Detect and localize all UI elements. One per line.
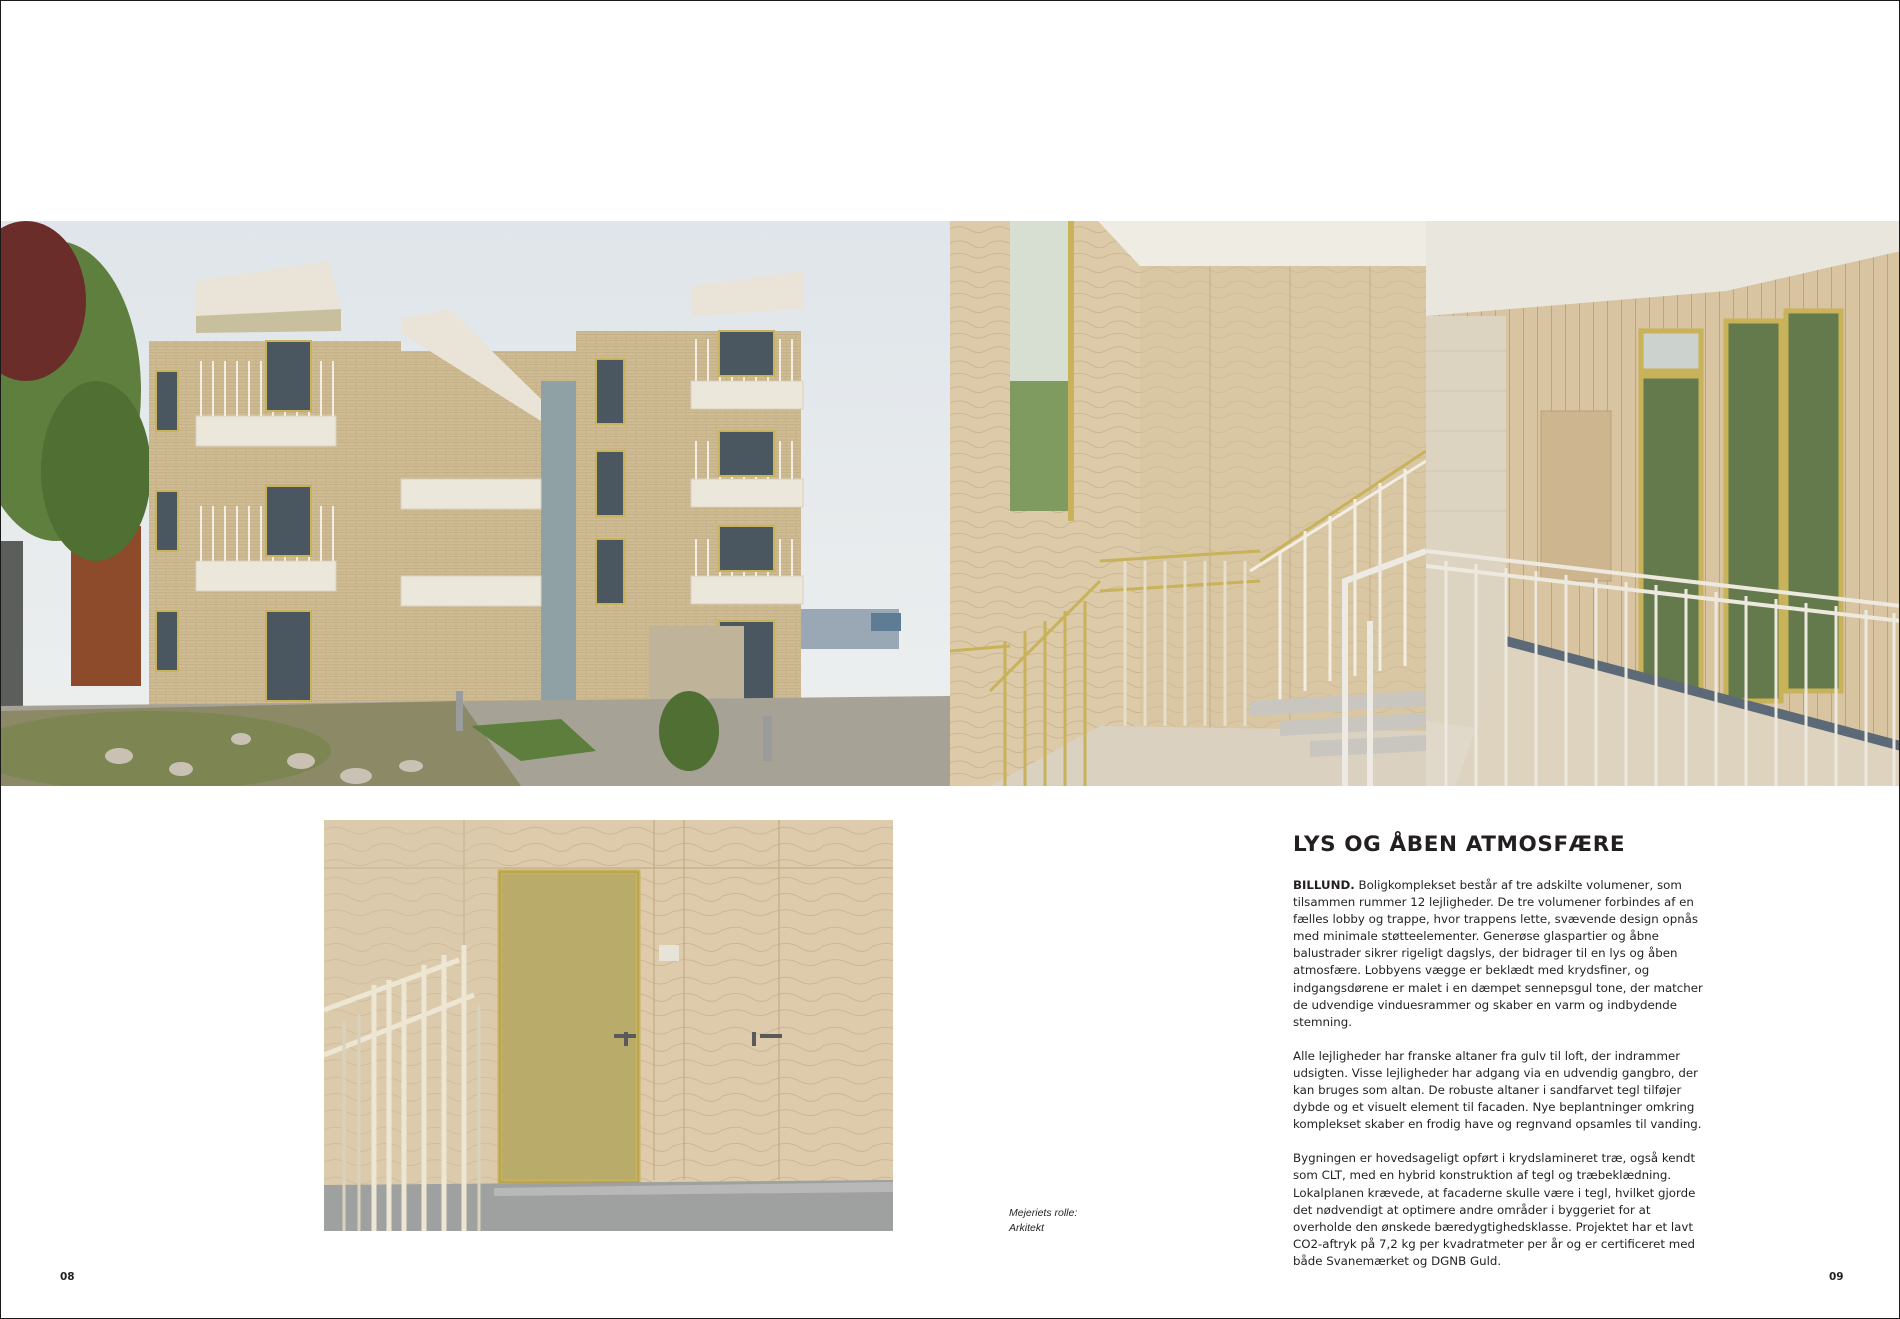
caption-role-label: Mejeriets rolle: xyxy=(1009,1207,1078,1219)
photo-caption xyxy=(1009,1206,1169,1236)
entrance-door-photo xyxy=(324,820,893,1231)
walkway-illustration xyxy=(1426,221,1900,786)
facade-photo xyxy=(1,221,950,786)
page-number-left: 08 xyxy=(60,1271,75,1283)
article-paragraph-1 xyxy=(1293,877,1703,1031)
staircase-illustration xyxy=(950,221,1426,786)
door-illustration xyxy=(324,820,893,1231)
facade-illustration xyxy=(1,221,950,786)
article-dateline: BILLUND. xyxy=(1293,878,1355,892)
article-title: LYS OG ÅBEN ATMOSFÆRE xyxy=(1293,832,1626,857)
page-number-right: 09 xyxy=(1829,1271,1844,1283)
caption-role-value: Arkitekt xyxy=(1009,1222,1045,1234)
article-paragraph-2: Alle lejligheder har franske altaner fra gulv til loft, der indrammer udsigten. Visse lejligheder har adgang via en udvendig gangbro, der kan bruges som altan. De robuste altaner i sandfarvet tegl tilføjer dybde og et visuelt element til facaden. Nye beplantninger omkring komplekset skaber en frodig have og regnvand opsamles til vanding. xyxy=(1293,1048,1702,1132)
walkway-photo xyxy=(1426,221,1900,786)
staircase-photo xyxy=(950,221,1426,786)
article-paragraph-1-text: Boligkomplekset består af tre adskilte volumener, som tilsammen rummer 12 lejligheder. De tre volumener forbindes af en fælles lobby og trappe, hvor trappens lette, svævende design opnås med minimale støtteelementer. Generøse glaspartier og åbne balustrader sikrer rigeligt dagslys, der bidrager til en lys og åben atmosfære. Lobbyens vægge er beklædt med krydsfiner, og indgangsdørene er malet i en dæmpet sennepsgul tone, der matcher de udvendige vinduesrammer og skaber en varm og indbydende stemning. xyxy=(1293,878,1703,1029)
article-column xyxy=(1293,831,1703,1287)
article-paragraph-3: Bygningen er hovedsageligt opført i krydslamineret træ, også kendt som CLT, med en hybrid konstruktion af tegl og træbeklædning. Lokalplanen krævede, at facaderne skulle være i tegl, hvilket gjorde det nødvendigt at optimere andre områder i byggeriet for at overholde den ønskede bæredygtighedsklasse. Projektet har et lavt CO2-aftryk på 7,2 kg per kvadratmeter per år og er certificeret med både Svanemærket og DGNB Guld. xyxy=(1293,1151,1696,1268)
